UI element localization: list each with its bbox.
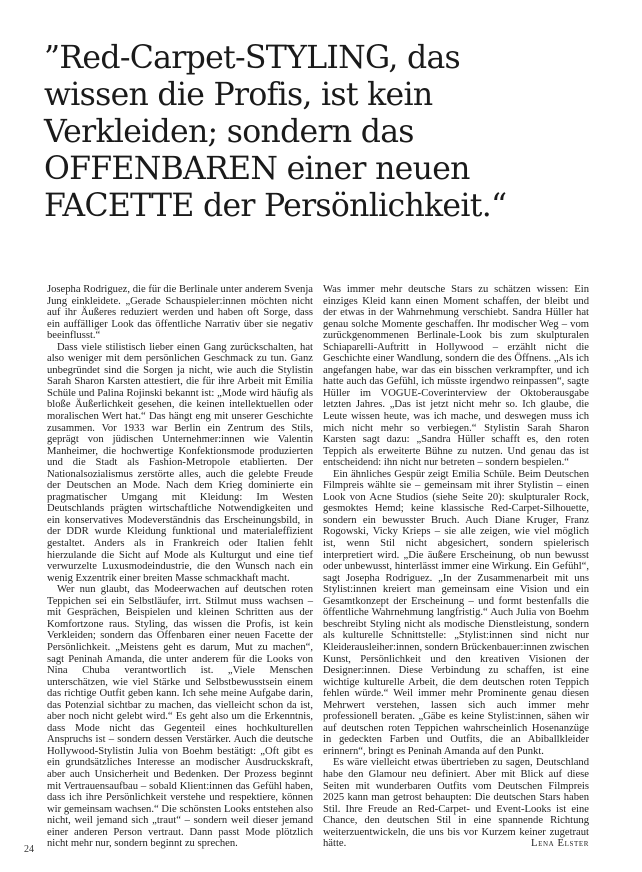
pull-quote-line: OFFENBAREN einer neuen [44, 151, 470, 187]
pull-quote-line: Verkleiden; sondern das [44, 114, 414, 150]
pull-quote-line: FACETTE der Persönlichkeit.“ [44, 188, 507, 224]
article-column-left [47, 284, 313, 850]
article-paragraph: Ein ähnliches Gespür zeigt Emilia Schüle. Beim Deutschen Filmpreis wählte sie – gemeinsam mit ihrer Stylistin – einen Look von Acne Studios (siehe Seite 20): skulpturaler Rock, gesmoktes Hemd; keine klassische Red-Carpet-Silhouette, sondern ein bewusster Bruch. Auch Diane Kruger, Franz Rogowski, Vicky Krieps – sie alle zeigen, wie viel möglich ist, wenn Stil nicht abgesichert, sondern spielerisch interpretiert wird. „Die äußere Erscheinung, ob nun bewusst oder unbewusst, hinterlässt immer eine Wirkung. Ein Gefühl“, sagt Josepha Rodriguez. „In der Zusammenarbeit mit uns Stylist:innen kreiert man gemeinsam eine Vision und ein Gesamtkonzept der Erscheinung – und formt bestenfalls die öffentliche Wahrnehmung langfristig.“ Auch Julia von Boehm beschreibt Styling nicht als modische Dienstleistung, sondern als kulturelle Schnittstelle: „Stylist:innen sind nicht nur Kleiderausleiher:innen, sondern Brückenbauer:innen zwischen Kunst, Persönlichkeit und den kreativen Visionen der Designer:innen. Diese Verbindung zu schaffen, ist eine wichtige kulturelle Arbeit, die dem deutschen roten Teppich fehlen würde.“ Weil immer mehr Prominente genau diesen Mehrwert verstehen, lassen sich auch immer mehr professionell beraten. „Gäbe es keine Stylist:innen, sähen wir auf deutschen roten Teppichen wahrscheinlich Hosenanzüge in gedeckten Farben und Outfits, die an Abiballkleider erinnern“, bringt es Peninah Amanda auf den Punkt. [323, 468, 589, 757]
article-paragraph: Dass viele stilistisch lieber einen Gang zurückschalten, hat also weniger mit dem persönlichen Geschmack zu tun. Ganz unbegründet sind die Sorgen ja nicht, wie auch die Stylistin Sarah Sharon Karsten attestiert, die für ihre Arbeit mit Emilia Schüle und Palina Rojinski bekannt ist: „Mode wird häufig als bloße Äußerlichkeit gesehen, die keinen intellektuellen oder moralischen Wert hat.“ Das hängt eng mit unserer Geschichte zusammen. Vor 1933 war Berlin ein Zentrum des Stils, geprägt von jüdischen Unternehmer:innen wie Valentin Manheimer, die hochwertige Konfektionsmode produzierten und die Stadt als Fashion-Metropole etablierten. Der Nationalsozialismus zerstörte alles, auch die gelebte Freude der Deutschen an Mode. Nach dem Krieg dominierte ein pragmatischer Umgang mit Kleidung: Im Westen Deutschlands prägten wirtschaftliche Notwendigkeiten und ein konservatives Modeverständnis das Erscheinungsbild, in der DDR wurde Kleidung funktional und materialeffizient gestaltet. Anders als in Frankreich oder Italien fehlt hierzulande die Sicht auf Mode als Kulturgut und eine tief verwurzelte Luxusmodeindustrie, die den Wunsch nach ein wenig Exzentrik einer breiten Masse schmackhaft macht. [47, 341, 313, 584]
pull-quote [44, 40, 604, 225]
page-number: 24 [24, 844, 34, 855]
author-byline: Lena Elster [531, 838, 589, 850]
article-paragraph: Es wäre vielleicht etwas übertrieben zu sagen, Deutschland habe den Glamour neu definiert. Aber mit Blick auf diese Seiten mit wunderbaren Outfits vom Deutschen Filmpreis 2025 kann man getrost behaupten: Die deutschen Stars haben Stil. Ihre Freude an Red-Carpet- und Event-Looks ist eine Chance, den deutschen Stil in eine spannende Richtung weiterzuentwickeln, die uns bis vor Kurzem keiner zugetraut hätte. [323, 757, 589, 850]
article-paragraph: Josepha Rodriguez, die für die Berlinale unter anderem Svenja Jung einkleidete. „Gerade Schauspieler:innen möchten nicht auf ihr Äußeres reduziert werden und haben oft Sorge, dass ein auffälliger Look das öffentliche Narrativ über sie negativ beeinflusst.“ [47, 284, 313, 342]
article-paragraph: Was immer mehr deutsche Stars zu schätzen wissen: Ein einziges Kleid kann einen Moment schaffen, der bleibt und der etwas in der Wahrnehmung verschiebt. Sandra Hüller hat genau solche Momente geschaffen. Ihr modischer Weg – vom zurückgenommenen Berlinale-Look bis zum skulpturalen Schiaparelli-Auftritt in Hollywood – erzählt nicht die Geschichte einer Wandlung, sondern die des Öffnens. „Als ich angefangen habe, war das ein bisschen verkrampfter, und ich hatte auch das Gefühl, ich müsste irgendwo reinpassen“, sagte Hüller im VOGUE-Coverinterview der Oktoberausgabe letzten Jahres. „Das ist jetzt nicht mehr so. Ich glaube, die Leute wissen heute, was ich mache, und deswegen muss ich mich nicht mehr so verbiegen.“ Stylistin Sarah Sharon Karsten sagt dazu: „Sandra Hüller schafft es, den roten Teppich als erweiterte Bühne zu nutzen. Und genau das ist entscheidend: ihn nicht nur betreten – sondern bespielen.“ [323, 284, 589, 469]
pull-quote-line: wissen die Profis, ist kein [44, 77, 433, 113]
article-paragraph: Wer nun glaubt, das Modeerwachen auf deutschen roten Teppichen sei ein Selbstläufer, irrt. Stilmut muss wachsen – mit Gesprächen, Beispielen und kleinen Schritten aus der Komfortzone raus. Styling, das wissen die Profis, ist kein Verkleiden; sondern das Offenbaren einer neuen Facette der Persönlichkeit. „Meistens geht es darum, Mut zu machen“, sagt Peninah Amanda, die unter anderem für die Looks von Nina Chuba verantwortlich ist. „Viele Menschen unterschätzen, wie viel Stärke und Selbstbewusstsein einem das richtige Outfit geben kann. Ich sehe meine Aufgabe darin, das Potenzial sichtbar zu machen, das vielleicht schon da ist, aber noch nicht gelebt wird.“ Es geht also um die Erkenntnis, dass Mode nicht das Gegenteil eines hochkulturellen Anspruchs ist – sondern dessen Verstärker. Auch die deutsche Hollywood-Stylistin Julia von Boehm bestätigt: „Oft gibt es ein grundsätzliches Interesse an modischer Ausdruckskraft, aber auch Unsicherheit und Bedenken. Der Prozess beginnt mit Vertrauensaufbau – sobald Klient:innen das Gefühl haben, dass ich ihre Persönlichkeit verstehe und respektiere, können wir gemeinsam wachsen.“ Die schönsten Looks entstehen also nicht, weil jemand sich „traut“ – sondern weil dieser jemand einer anderen Person vertraut. Dann passt Mode plötzlich nicht mehr nur, sondern beginnt zu sprechen. [47, 584, 313, 850]
pull-quote-line: ”Red-Carpet-STYLING, das [44, 40, 461, 76]
article-column-right [323, 284, 589, 850]
